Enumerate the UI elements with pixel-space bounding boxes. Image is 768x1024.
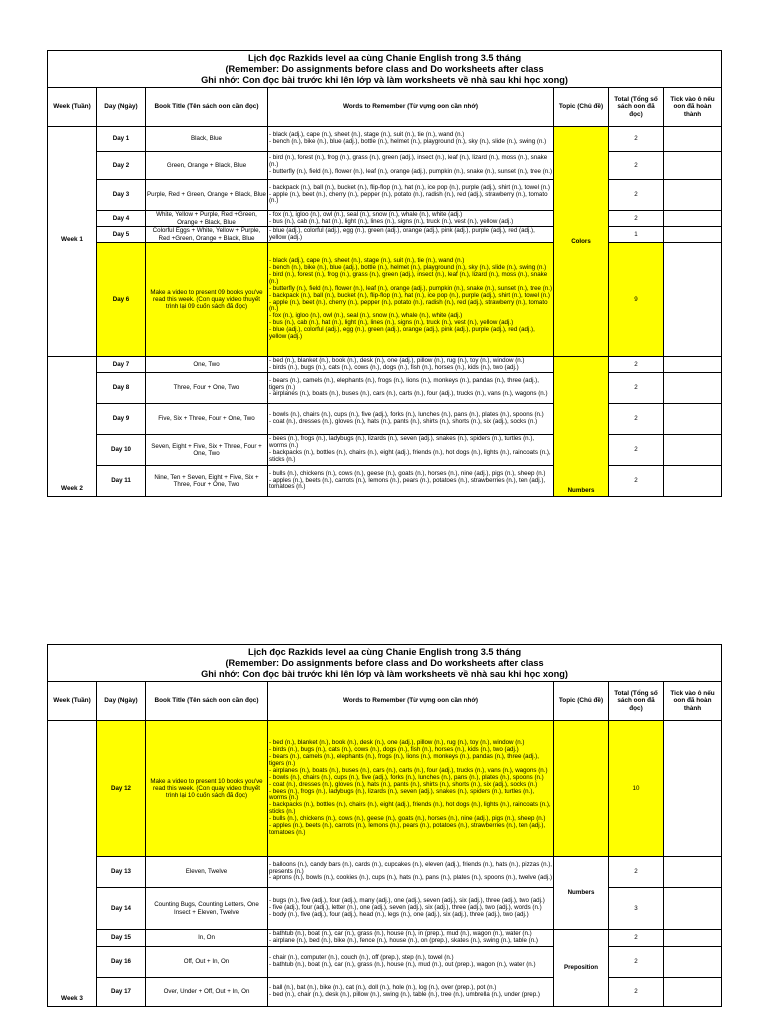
word-line: - butterfly (n.), field (n.), flower (n.), leaf (n.), orange (adj.), pumpkin (n.), snake (n.), sunset (n.), tree (n.) (269, 284, 553, 292)
book-title-cell: Purple, Red + Green, Orange + Black, Blue (146, 180, 268, 211)
header-words: Words to Remember (Từ vựng oon cần nhớ) (268, 682, 554, 721)
total-cell: 2 (609, 152, 664, 180)
book-title-cell: White, Yellow + Purple, Red +Green, Orange + Black, Blue (146, 211, 268, 227)
table-row (48, 435, 722, 466)
week-label: Week 1 (48, 127, 97, 357)
tick-checkbox-cell[interactable] (664, 227, 722, 243)
word-line: - airplane (n.), bed (n.), bike (n.), fence (n.), house (n.), on (prep.), skates (n.), swing (n.), table (n.) (269, 937, 538, 944)
book-title-cell: Eleven, Twelve (146, 857, 268, 888)
word-line: - bench (n.), bike (n.), blue (adj.), bottle (n.), helmet (n.), playground (n.), sky (n.), slide (n.), swing (n.) (269, 263, 547, 271)
day-cell: Day 5 (97, 227, 146, 243)
total-cell: 2 (609, 857, 664, 888)
book-title-cell: Black, Blue (146, 127, 268, 152)
words-cell (268, 721, 554, 857)
week-label: Week 3 (48, 721, 97, 1007)
header-row (48, 88, 722, 127)
schedule-sheet-1 (47, 50, 721, 497)
word-line: - chair (n.), computer (n.), couch (n.), off (prep.), step (n.), towel (n.) (269, 954, 454, 962)
day-cell: Day 1 (97, 127, 146, 152)
total-cell: 2 (609, 373, 664, 404)
total-cell: 2 (609, 180, 664, 211)
word-line: - aprons (n.), bowls (n.), cookies (n.), cups (n.), hats (n.), pans (n.), plates (n.), spoons (n.), twelve (adj.) (269, 874, 553, 882)
day-cell: Day 2 (97, 152, 146, 180)
word-line: - backpack (n.), ball (n.), bucket (n.), flip-flop (n.), hat (n.), ice pop (n.), purple (adj.), shirt (n.), towel (n.) (269, 183, 550, 191)
header-day: Day (Ngày) (97, 682, 146, 721)
word-line: - backpacks (n.), bottles (n.), chairs (n.), eight (adj.), friends (n.), hot dogs (n.), lights (n.), raincoats (n.), sticks (n.) (269, 449, 551, 463)
header-book: Book Title (Tên sách oon cần đọc) (146, 88, 268, 127)
table-row (48, 227, 722, 243)
book-title-cell: In, On (146, 930, 268, 947)
word-line: - apple (n.), beet (n.), cherry (n.), pepper (n.), potato (n.), radish (n.), red (adj.), strawberry (n.), tomato (n.) (269, 298, 548, 313)
tick-checkbox-cell[interactable] (664, 930, 722, 947)
tick-checkbox-cell[interactable] (664, 888, 722, 930)
day-cell: Day 7 (97, 357, 146, 373)
tick-checkbox-cell[interactable] (664, 243, 722, 357)
words-cell (268, 211, 554, 227)
title-line-2: (Remember: Do assignments before class and Do worksheets after class (225, 658, 544, 668)
book-title-cell: Five, Six + Three, Four + One, Two (146, 404, 268, 435)
word-line: - bulls (n.), chickens (n.), cows (n.), geese (n.), goats (n.), horses (n.), nine (adj.), pigs (n.), sheep (n.) (269, 469, 546, 477)
title-line-2: (Remember: Do assignments before class and Do worksheets after class (225, 64, 544, 74)
table-row (48, 211, 722, 227)
table-row (48, 888, 722, 930)
words-cell (268, 357, 554, 373)
words-cell (268, 152, 554, 180)
word-line: - bird (n.), forest (n.), frog (n.), grass (n.), green (adj.), insect (n.), leaf (n.), lizard (n.), moss (n.), snake (n.) (269, 154, 548, 169)
word-line: - birds (n.), bugs (n.), cats (n.), cows (n.), dogs (n.), fish (n.), horses (n.), kids (n.), two (adj.) (269, 746, 519, 754)
word-line: - bees (n.), frogs (n.), ladybugs (n.), lizards (n.), seven (adj.), snakes (n.), spiders (n.), turtles (n.), worms (n.) (269, 787, 535, 802)
day-cell: Day 13 (97, 857, 146, 888)
table-row (48, 404, 722, 435)
table-row (48, 373, 722, 404)
tick-checkbox-cell[interactable] (664, 211, 722, 227)
total-cell: 2 (609, 466, 664, 497)
table-row (48, 127, 722, 152)
header-topic: Topic (Chủ đề) (554, 682, 609, 721)
topic-cell: Preposition (554, 930, 609, 1007)
tick-checkbox-cell[interactable] (664, 180, 722, 211)
word-line: - bathtub (n.), boat (n.), car (n.), grass (n.), house (n.), in (prep.), mud (n.), wagon (n.), water (n.) (269, 930, 532, 938)
header-total: Total (Tổng số sách oon đã đọc) (609, 88, 664, 127)
word-line: - bus (n.), cab (n.), hat (n.), light (n.), lines (n.), signs (n.), truck (n.), vest (n.), yellow (adj.) (269, 319, 514, 327)
words-cell (268, 947, 554, 978)
total-cell: 2 (609, 978, 664, 1007)
word-line: - apple (n.), beet (n.), cherry (n.), pepper (n.), potato (n.), radish (n.), red (adj.), strawberry (n.), tomato (n.) (269, 190, 548, 205)
day-cell: Day 15 (97, 930, 146, 947)
word-line: - bulls (n.), chickens (n.), cows (n.), geese (n.), goats (n.), horses (n.), nine (adj.), pigs (n.), sheep (n.) (269, 815, 546, 823)
word-line: - airplanes (n.), boats (n.), buses (n.), cars (n.), carts (n.), four (adj.), trucks (n.), vans (n.), wagons (n.) (269, 390, 548, 398)
header-book: Book Title (Tên sách oon cần đọc) (146, 682, 268, 721)
words-cell (268, 180, 554, 211)
table-row (48, 357, 722, 373)
book-title-cell: One, Two (146, 357, 268, 373)
word-line: - bears (n.), camels (n.), elephants (n.), frogs (n.), lions (n.), monkeys (n.), pandas (n.), three (adj.), tigers (n.) (269, 752, 539, 767)
topic-cell: Numbers (554, 357, 609, 497)
tick-checkbox-cell[interactable] (664, 152, 722, 180)
total-cell: 2 (609, 211, 664, 227)
day-cell: Day 12 (97, 721, 146, 857)
total-cell: 2 (609, 435, 664, 466)
header-row (48, 682, 722, 721)
total-cell: 9 (609, 243, 664, 357)
words-cell (268, 435, 554, 466)
table-row (48, 857, 722, 888)
book-title-cell: Counting Bugs, Counting Letters, One Insect + Eleven, Twelve (146, 888, 268, 930)
word-line: - apples (n.), beets (n.), carrots (n.), lemons (n.), pears (n.), potatoes (n.), strawberries (n.), ten (adj.), tomatoes (n.) (269, 476, 546, 491)
day-cell: Day 14 (97, 888, 146, 930)
word-line: - fox (n.), igloo (n.), owl (n.), seal (n.), snow (n.), whale (n.), white (adj.) (269, 312, 463, 320)
word-line: - bears (n.), camels (n.), elephants (n.), frogs (n.), lions (n.), monkeys (n.), pandas (n.), three (adj.), tigers (n.) (269, 376, 539, 391)
day-cell: Day 10 (97, 435, 146, 466)
words-cell (268, 978, 554, 1007)
table-row (48, 152, 722, 180)
word-line: - body (n.), five (adj.), four (adj.), head (n.), legs (n.), one (adj.), six (adj.), three (adj.), two (adj.) (269, 910, 529, 918)
table-row (48, 947, 722, 978)
word-line: - coat (n.), dresses (n.), gloves (n.), hats (n.), pants (n.), shirts (n.), shorts (n.), six (adj.), socks (n.) (269, 418, 538, 425)
tick-checkbox-cell[interactable] (664, 466, 722, 497)
topic-cell: Colors (554, 127, 609, 357)
words-cell (268, 888, 554, 930)
book-title-cell: Three, Four + One, Two (146, 373, 268, 404)
word-line: - bugs (n.), five (adj.), four (adj.), many (adj.), one (adj.), seven (adj.), six (adj.), three (adj.), two (adj.) (269, 897, 545, 905)
header-total: Total (Tổng số sách oon đã đọc) (609, 682, 664, 721)
word-line: - bees (n.), frogs (n.), ladybugs (n.), lizards (n.), seven (adj.), snakes (n.), spiders (n.), turtles (n.), worms (n.) (269, 435, 535, 450)
header-week: Week (Tuần) (48, 88, 97, 127)
day-cell: Day 6 (97, 243, 146, 357)
tick-checkbox-cell[interactable] (664, 357, 722, 373)
book-title-cell: Off, Out + In, On (146, 947, 268, 978)
book-title-cell: Make a video to present 10 books you've read this week. (Con quay video thuyết trình lại 10 cuốn sách đã đọc) (146, 721, 268, 857)
word-line: - ball (n.), bat (n.), bike (n.), cat (n.), doll (n.), hole (n.), log (n.), over (prep.), pot (n.) (269, 984, 497, 992)
topic-cell (554, 721, 609, 857)
words-cell (268, 857, 554, 888)
word-line: - five (adj.), four (adj.), letter (n.), one (adj.), seven (adj.), six (adj.), three (adj.), two (adj.), words (n.) (269, 904, 542, 912)
table-row (48, 466, 722, 497)
tick-checkbox-cell[interactable] (664, 127, 722, 152)
total-cell: 3 (609, 888, 664, 930)
word-line: - bathtub (n.), boat (n.), car (n.), grass (n.), house (n.), mud (n.), out (prep.), wagon (n.), water (n.) (269, 961, 536, 968)
title-line-3: Ghi nhớ: Con đọc bài trước khi lên lớp và làm worksheets về nhà sau khi học xong) (201, 669, 568, 679)
words-cell (268, 373, 554, 404)
word-line: - fox (n.), igloo (n.), owl (n.), seal (n.), snow (n.), whale (n.), white (adj.) (269, 210, 463, 218)
word-line: - bench (n.), bike (n.), blue (adj.), bottle (n.), helmet (n.), playground (n.), sky (n.), slide (n.), swing (n.) (269, 138, 547, 145)
total-cell: 2 (609, 947, 664, 978)
header-tick: Tick vào ô nếu oon đã hoàn thành (664, 88, 722, 127)
header-day: Day (Ngày) (97, 88, 146, 127)
word-line: - blue (adj.), colorful (adj.), egg (n.), green (adj.), orange (adj.), pink (adj.), purple (adj.), red (adj.), yellow (adj.) (269, 226, 535, 241)
book-title-cell: Over, Under + Off, Out + In, On (146, 978, 268, 1007)
word-line: - bed (n.), chair (n.), desk (n.), pillow (n.), swing (n.), table (n.), tree (n.), umbrella (n.), under (prep.) (269, 991, 540, 998)
table-row (48, 721, 722, 857)
table-row (48, 978, 722, 1007)
total-cell: 2 (609, 930, 664, 947)
words-cell (268, 227, 554, 243)
header-week: Week (Tuần) (48, 682, 97, 721)
tick-checkbox-cell[interactable] (664, 435, 722, 466)
tick-checkbox-cell[interactable] (664, 404, 722, 435)
words-cell (268, 930, 554, 947)
table-row (48, 243, 722, 357)
book-title-cell: Nine, Ten + Seven, Eight + Five, Six + Three, Four + One, Two (146, 466, 268, 497)
word-line: - black (adj.), cape (n.), sheet (n.), stage (n.), suit (n.), tie (n.), wand (n.) (269, 131, 465, 139)
day-cell: Day 11 (97, 466, 146, 497)
words-cell (268, 466, 554, 497)
total-cell: 2 (609, 127, 664, 152)
total-cell: 2 (609, 357, 664, 373)
book-title-cell: Make a video to present 09 books you've read this week. (Con quay video thuyết trình lại 09 cuốn sách đã đọc) (146, 243, 268, 357)
title-line-1: Lịch đọc Razkids level aa cùng Chanie English trong 3.5 tháng (247, 53, 522, 63)
words-cell (268, 404, 554, 435)
word-line: - butterfly (n.), field (n.), flower (n.), leaf (n.), orange (adj.), pumpkin (n.), snake (n.), sunset (n.), tree (n.) (269, 167, 553, 175)
tick-checkbox-cell[interactable] (664, 373, 722, 404)
book-title-cell: Seven, Eight + Five, Six + Three, Four + One, Two (146, 435, 268, 466)
book-title-cell: Colorful Eggs + White, Yellow + Purple, Red +Green, Orange + Black, Blue (146, 227, 268, 243)
word-line: - apples (n.), beets (n.), carrots (n.), lemons (n.), pears (n.), potatoes (n.), strawberries (n.), ten (adj.), tomatoes (n.) (269, 822, 546, 836)
tick-checkbox-cell[interactable] (664, 721, 722, 857)
total-cell: 2 (609, 404, 664, 435)
word-line: - bed (n.), blanket (n.), book (n.), desk (n.), one (adj.), pillow (n.), rug (n.), toy (n.), window (n.) (269, 356, 525, 364)
table-row (48, 180, 722, 211)
day-cell: Day 17 (97, 978, 146, 1007)
tick-checkbox-cell[interactable] (664, 978, 722, 1007)
word-line: - backpacks (n.), bottles (n.), chairs (n.), eight (adj.), friends (n.), hot dogs (n.), lights (n.), raincoats (n.), sticks (n.) (269, 801, 551, 816)
word-line: - bowls (n.), chairs (n.), cups (n.), five (adj.), forks (n.), lunches (n.), pans (n.), plates (n.), spoons (n.) (269, 411, 544, 419)
word-line: - bus (n.), cab (n.), hat (n.), light (n.), lines (n.), signs (n.), truck (n.), vest (n.), yellow (adj.) (269, 217, 514, 225)
tick-checkbox-cell[interactable] (664, 857, 722, 888)
word-line: - birds (n.), bugs (n.), cats (n.), cows (n.), dogs (n.), fish (n.), horses (n.), kids (n.), two (adj.) (269, 363, 519, 371)
topic-cell: Numbers (554, 857, 609, 930)
day-cell: Day 8 (97, 373, 146, 404)
word-line: - balloons (n.), candy bars (n.), cards (n.), cupcakes (n.), eleven (adj.), friends (n.), hats (n.), pizzas (n.), presents (n.) (269, 860, 553, 875)
day-cell: Day 3 (97, 180, 146, 211)
word-line: - coat (n.), dresses (n.), gloves (n.), hats (n.), pants (n.), shirts (n.), shorts (n.), six (adj.), socks (n.) (269, 780, 538, 788)
schedule-sheet-2 (47, 644, 721, 1007)
word-line: - bowls (n.), chairs (n.), cups (n.), five (adj.), forks (n.), lunches (n.), pans (n.), plates (n.), spoons (n.) (269, 773, 544, 781)
day-cell: Day 16 (97, 947, 146, 978)
day-cell: Day 4 (97, 211, 146, 227)
word-line: - backpack (n.), ball (n.), bucket (n.), flip-flop (n.), hat (n.), ice pop (n.), purple (adj.), shirt (n.), towel (n.) (269, 291, 550, 299)
total-cell: 1 (609, 227, 664, 243)
schedule-table-1 (47, 50, 722, 497)
word-line: - airplanes (n.), boats (n.), buses (n.), cars (n.), carts (n.), four (adj.), trucks (n.), vans (n.), wagons (n.) (269, 766, 548, 774)
schedule-table-2 (47, 644, 722, 1007)
total-cell: 10 (609, 721, 664, 857)
book-title-cell: Green, Orange + Black, Blue (146, 152, 268, 180)
table-row (48, 930, 722, 947)
word-line: - bird (n.), forest (n.), frog (n.), grass (n.), green (adj.), insect (n.), leaf (n.), lizard (n.), moss (n.), snake (n.) (269, 270, 548, 285)
week-label: Week 2 (48, 357, 97, 497)
header-topic: Topic (Chủ đề) (554, 88, 609, 127)
header-words: Words to Remember (Từ vựng oon cần nhớ) (268, 88, 554, 127)
word-line: - blue (adj.), colorful (adj.), egg (n.), green (adj.), orange (adj.), pink (adj.), purple (adj.), red (adj.), yellow (adj.) (269, 326, 535, 341)
sheet-title (48, 645, 722, 682)
word-line: - black (adj.), cape (n.), sheet (n.), stage (n.), suit (n.), tie (n.), wand (n.) (269, 257, 465, 265)
title-line-1: Lịch đọc Razkids level aa cùng Chanie English trong 3.5 tháng (247, 647, 522, 657)
tick-checkbox-cell[interactable] (664, 947, 722, 978)
title-line-3: Ghi nhớ: Con đọc bài trước khi lên lớp và làm worksheets về nhà sau khi học xong) (201, 75, 568, 85)
words-cell (268, 127, 554, 152)
words-cell (268, 243, 554, 357)
sheet-title (48, 51, 722, 88)
header-tick: Tick vào ô nếu oon đã hoàn thành (664, 682, 722, 721)
word-line: - bed (n.), blanket (n.), book (n.), desk (n.), one (adj.), pillow (n.), rug (n.), toy (n.), window (n.) (269, 739, 525, 747)
day-cell: Day 9 (97, 404, 146, 435)
